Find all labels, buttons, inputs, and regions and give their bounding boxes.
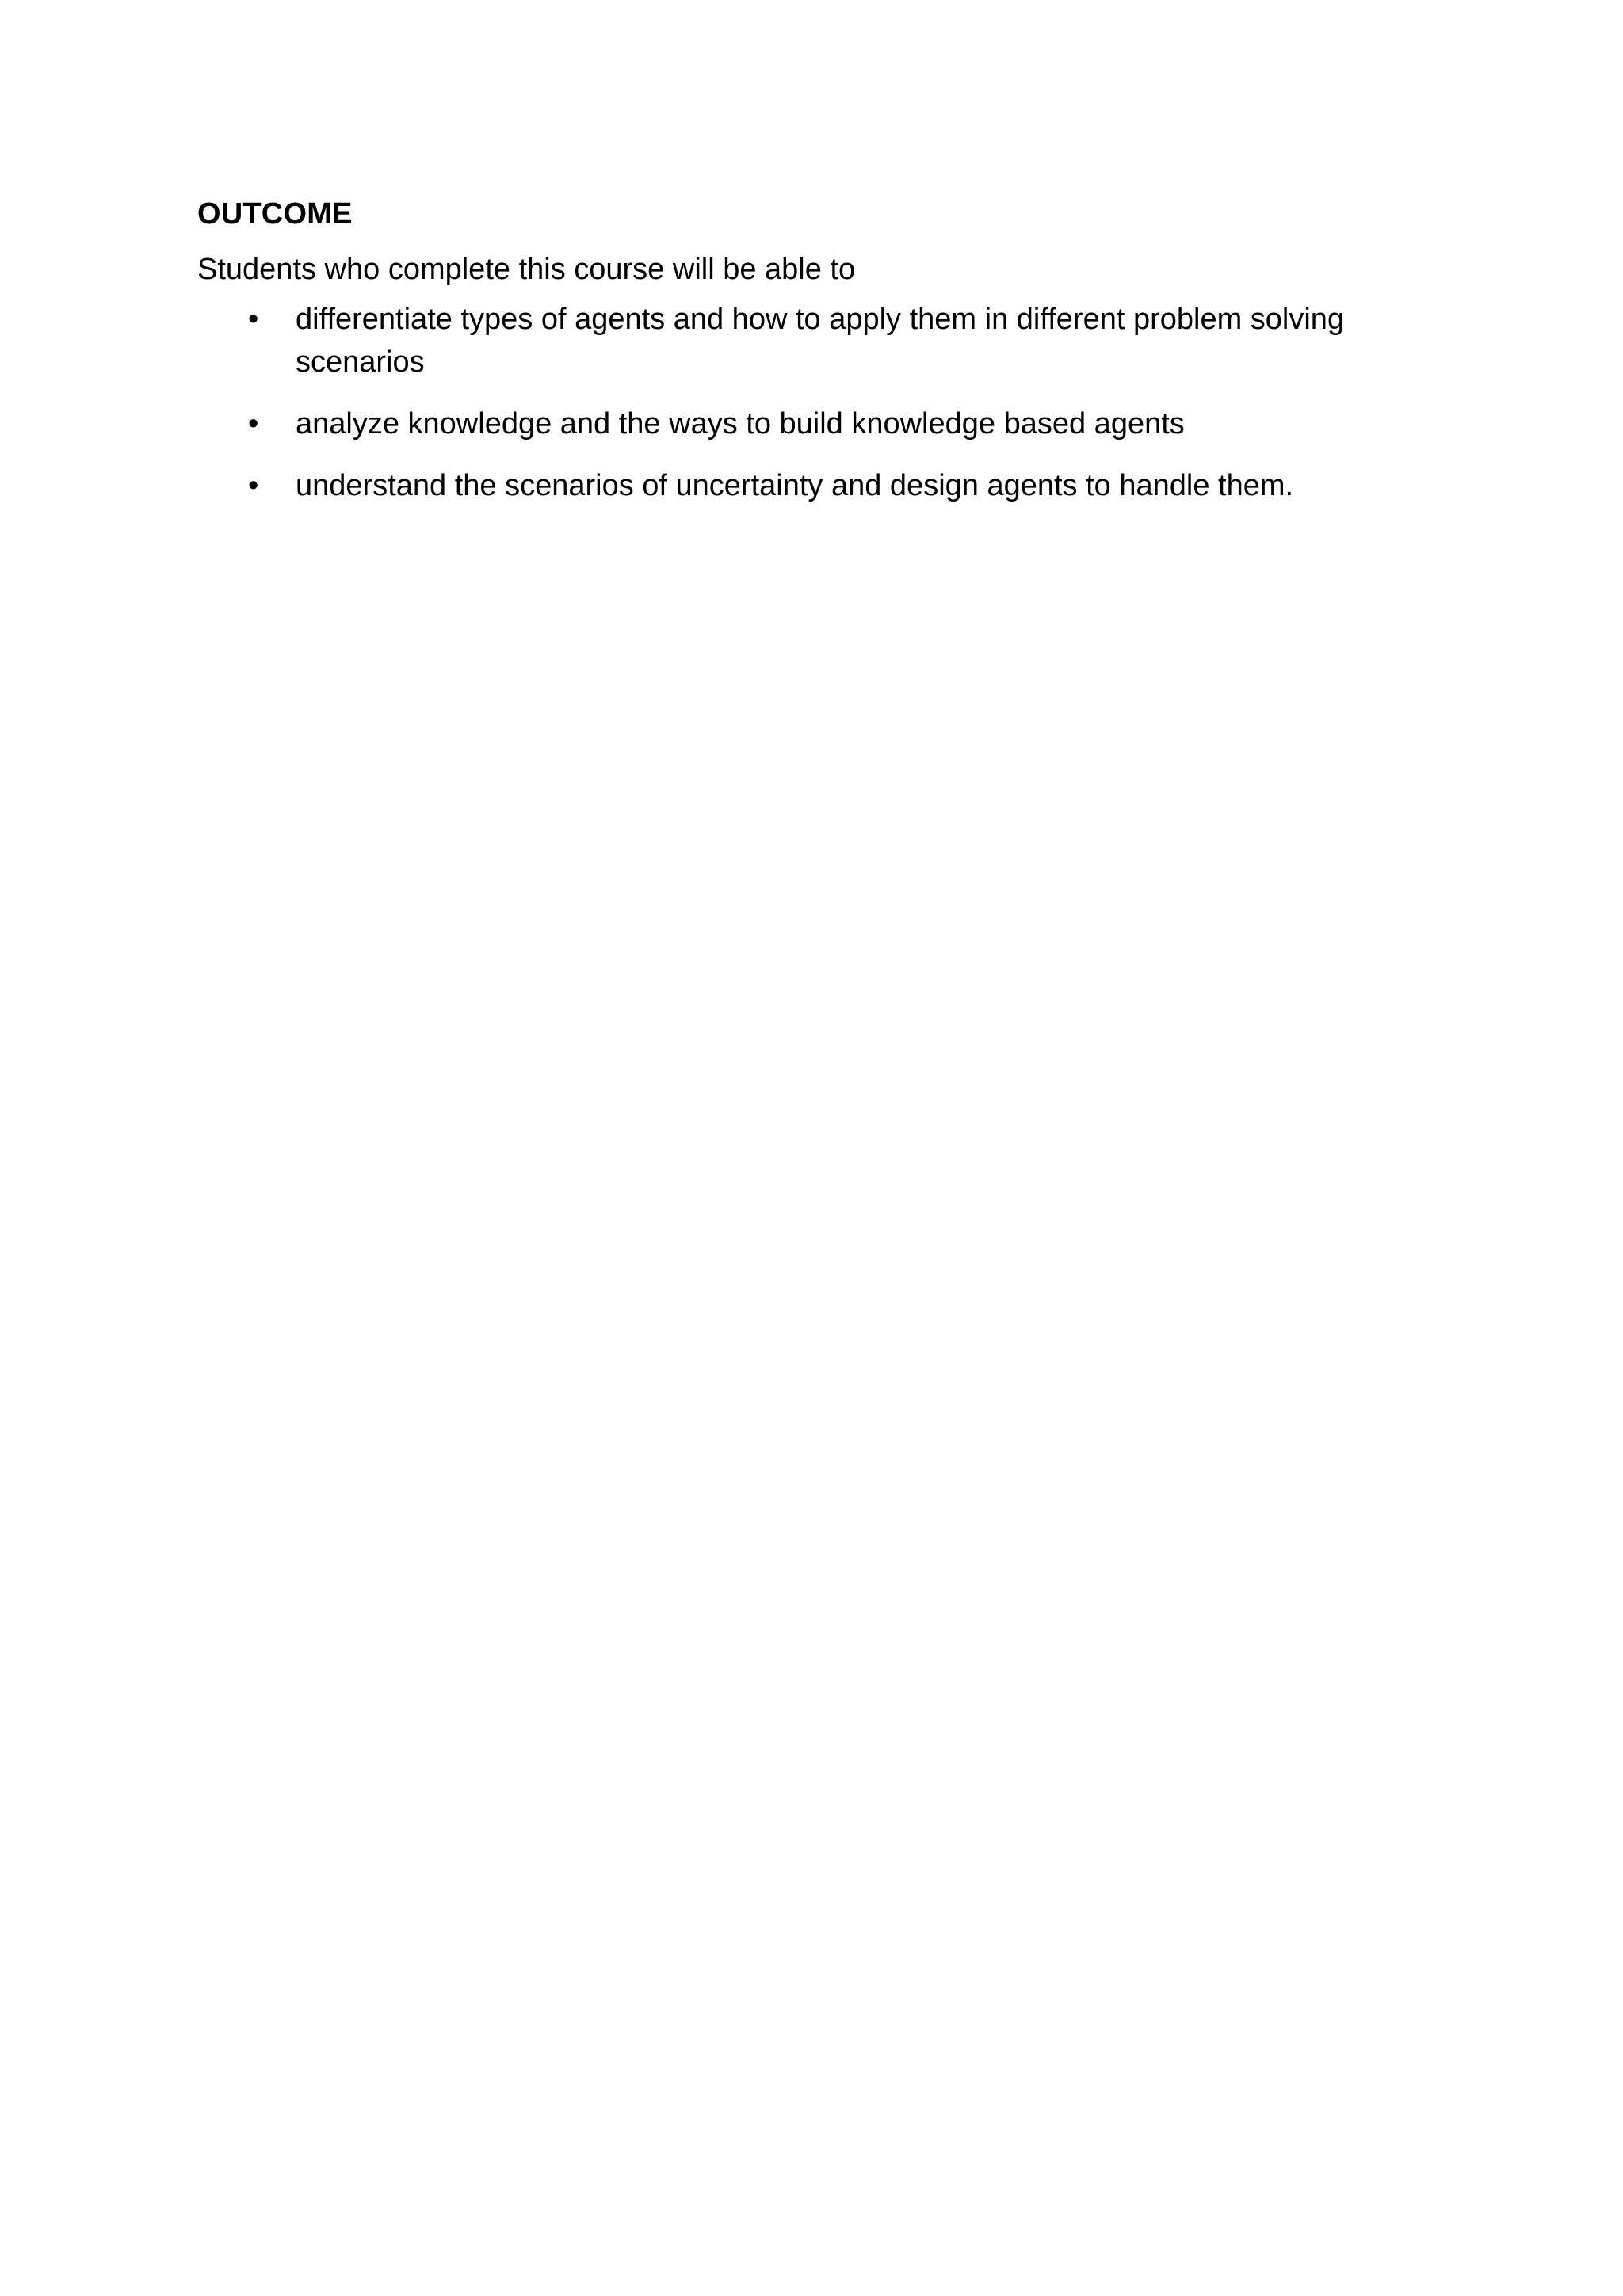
list-item: [197, 464, 1434, 507]
list-item-text: differentiate types of agents and how to apply them in different problem solving scenarios: [296, 303, 1345, 379]
list-item-text: analyze knowledge and the ways to build knowledge based agents: [296, 407, 1185, 441]
section-heading: OUTCOME: [197, 197, 353, 231]
list-item-text: understand the scenarios of uncertainty and design agents to handle them.: [296, 469, 1294, 502]
outcome-list: [197, 298, 1434, 507]
bullet-icon: •: [248, 469, 259, 502]
list-item: [197, 402, 1434, 445]
outcome-section: [197, 190, 1434, 526]
intro-text: Students who complete this course will be able to: [197, 253, 856, 286]
list-item: [197, 298, 1434, 383]
bullet-icon: •: [248, 407, 259, 441]
bullet-icon: •: [248, 303, 259, 336]
